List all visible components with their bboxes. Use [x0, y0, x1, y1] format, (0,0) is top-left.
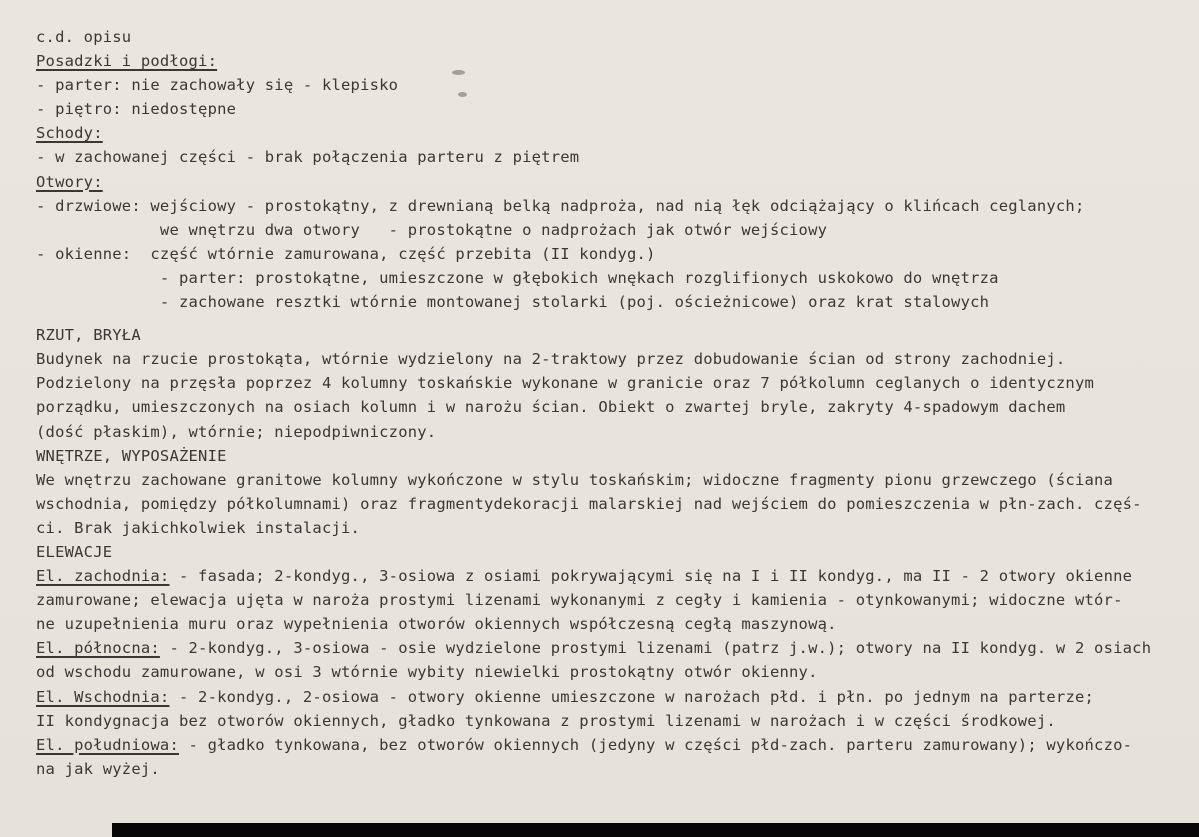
line-text: porządku, umieszczonych na osiach kolumn i w narożu ścian. Obiekt o zwartej bryle, zakryty 4-spadowym dachem [36, 398, 1066, 417]
scan-edge-bar [112, 823, 1199, 837]
typewritten-text-block [36, 25, 1151, 781]
line-text: zamurowane; elewacja ujęta w naroża prostymi lizenami wykonanymi z cegły i kamienia - otynkowanymi; widoczne wtór- [36, 591, 1123, 610]
underlined-heading: El. Wschodnia: [36, 687, 170, 706]
document-line [36, 266, 1151, 290]
line-text: - gładko tynkowana, bez otworów okiennych (jedyny w części płd-zach. parteru zamurowany); wykończo- [178, 735, 1133, 754]
scan-speck [452, 70, 465, 75]
line-text: ci. Brak jakichkolwiek instalacji. [36, 518, 361, 537]
line-text: - zachowane resztki wtórnie montowanej stolarki (poj. ościeżnicowe) oraz krat stalowych [36, 293, 990, 312]
document-line [36, 709, 1151, 733]
document-line [36, 444, 1151, 468]
underlined-heading: Schody: [36, 124, 103, 143]
line-text: (dość płaskim), wtórnie; niepodpiwniczony. [36, 422, 437, 441]
scan-speck [458, 92, 467, 97]
line-text: na jak wyżej. [36, 759, 160, 778]
line-text: - 2-kondyg., 2-osiowa - otwory okienne umieszczone w narożach płd. i płn. po jednym na parterze; [169, 687, 1095, 706]
underlined-heading: El. zachodnia: [36, 567, 170, 586]
line-text: II kondygnacja bez otworów okiennych, gładko tynkowana z prostymi lizenami w narożach i w części środkowej. [36, 711, 1056, 730]
line-text: Budynek na rzucie prostokąta, wtórnie wydzielony na 2-traktowy przez dobudowanie ścian od strony zachodniej. [36, 350, 1066, 369]
line-text: c.d. opisu [36, 28, 132, 46]
underlined-heading: El. północna: [36, 639, 160, 658]
document-line [36, 733, 1151, 757]
document-line [36, 121, 1151, 145]
document-line [36, 170, 1151, 194]
line-text: ne uzupełnienia muru oraz wypełnienia otworów okiennych współczesną cegłą maszynową. [36, 615, 837, 634]
line-text: ELEWACJE [36, 542, 113, 561]
document-line [36, 290, 1151, 314]
document-line [36, 492, 1151, 516]
line-text: - parter: prostokątne, umieszczone w głębokich wnękach rozglifionych uskokowo do wnętrza [36, 268, 999, 287]
line-text: - piętro: niedostępne [36, 100, 237, 119]
line-text: wschodnia, pomiędzy półkolumnami) oraz fragmentydekoracji malarskiej nad wejściem do pomieszczenia w płn-zach. częś- [36, 494, 1142, 513]
underlined-heading: Otwory: [36, 172, 103, 191]
line-text: we wnętrzu dwa otwory - prostokątne o nadprożach jak otwór wejściowy [36, 220, 828, 239]
document-line [36, 194, 1151, 218]
document-line [36, 660, 1151, 684]
underlined-heading: Posadzki i podłogi: [36, 52, 218, 71]
document-line [36, 685, 1151, 709]
line-text: - fasada; 2-kondyg., 3-osiowa z osiami pokrywającymi się na I i II kondyg., ma II - 2 otwory okienne [169, 567, 1133, 586]
line-text: - 2-kondyg., 3-osiowa - osie wydzielone prostymi lizenami (patrz j.w.); otwory na II kondyg. w 2 osiach [159, 639, 1152, 658]
document-line [36, 395, 1151, 419]
document-line [36, 49, 1151, 73]
line-text: RZUT, BRYŁA [36, 326, 141, 345]
document-line [36, 468, 1151, 492]
line-text: We wnętrzu zachowane granitowe kolumny wykończone w stylu toskańskim; widoczne fragmenty pionu grzewczego (ściana [36, 470, 1114, 489]
underlined-heading: El. południowa: [36, 735, 179, 754]
document-line [36, 242, 1151, 266]
document-line [36, 516, 1151, 540]
document-line [36, 371, 1151, 395]
document-line [36, 347, 1151, 371]
document-line [36, 25, 1151, 49]
document-line [36, 323, 1151, 347]
document-line [36, 218, 1151, 242]
document-line [36, 757, 1151, 781]
document-line [36, 612, 1151, 636]
line-text: - parter: nie zachowały się - klepisko [36, 76, 399, 95]
document-line [36, 564, 1151, 588]
document-line [36, 540, 1151, 564]
line-text: - okienne: część wtórnie zamurowana, część przebita (II kondyg.) [36, 244, 656, 263]
line-text: Podzielony na przęsła poprzez 4 kolumny toskańskie wykonane w granicie oraz 7 półkolumn ceglanych o identycznym [36, 374, 1095, 393]
line-text: - drzwiowe: wejściowy - prostokątny, z drewnianą belką nadproża, nad nią łęk odciążający o klińcach ceglanych; [36, 196, 1085, 215]
document-line [36, 588, 1151, 612]
document-line [36, 145, 1151, 169]
line-text: od wschodu zamurowane, w osi 3 wtórnie wybity niewielki prostokątny otwór okienny. [36, 663, 818, 682]
line-text: WNĘTRZE, WYPOSAŻENIE [36, 446, 227, 465]
document-line [36, 636, 1151, 660]
line-text: - w zachowanej części - brak połączenia parteru z piętrem [36, 148, 580, 167]
document-line [36, 97, 1151, 121]
document-line [36, 73, 1151, 97]
document-line [36, 420, 1151, 444]
